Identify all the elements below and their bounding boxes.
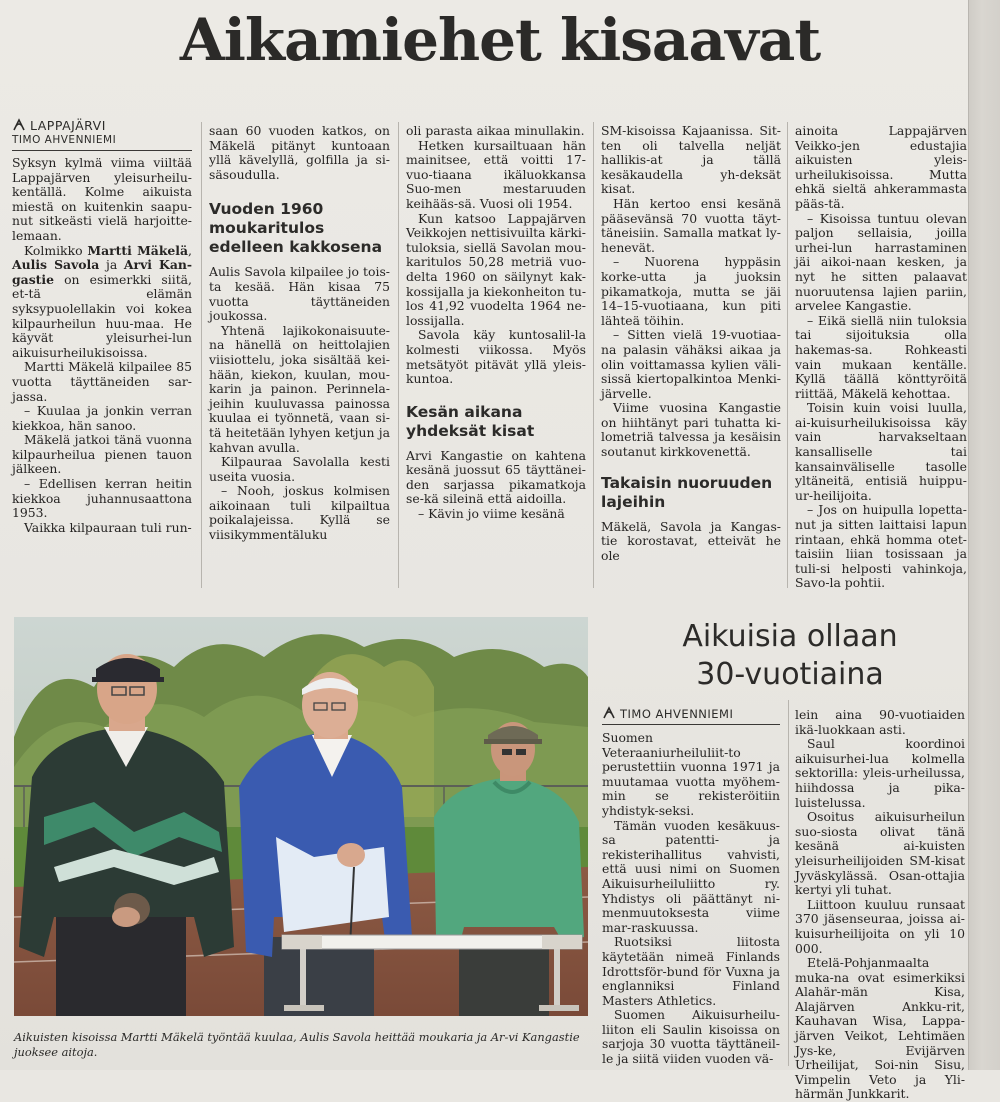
sidebar-byline bbox=[602, 706, 780, 722]
paragraph: Osoitus aikuisurheilun suo-siosta olivat tänä kesänä ai-kuisten yleisurheilijoiden SM-kisat Jyväskylässä. Osan-ottajia kertyi yli tuhat. bbox=[795, 809, 965, 898]
paragraph: Saul koordinoi aikuisurhei-lua kolmella sektorilla: yleis-urheilussa, hiihdossa ja pika-luistelussa. bbox=[795, 736, 965, 810]
paragraph: ainoita Lappajärven Veikko-jen edustajia aikuisten yleis-urheilukisoissa. Mutta ehkä sieltä ahkerammasta pääs-tä. bbox=[795, 123, 967, 211]
subhead: Kesän aikana yhdeksät kisat bbox=[406, 402, 535, 440]
paper-logo-icon bbox=[602, 706, 616, 720]
byline-author: TIMO AHVENNIEMI bbox=[12, 134, 117, 146]
paragraph: – Sitten vielä 19-vuotiaa-na palasin vähäksi aikaa ja olin voittamassa kylien väli-sissä kiertopalkintoa Menki-järvelle. bbox=[601, 327, 781, 401]
paragraph: – Nuorena hyppäsin korke-utta ja juoksin pikamatkoja, mutta se jäi 14–15-vuotiaana, kun piti lähteä töihin. bbox=[601, 254, 781, 328]
column-divider bbox=[787, 122, 788, 588]
paragraph: Tämän vuoden kesäkuus-sa patentti- ja rekisterihallitus vahvisti, että uusi nimi on Suomen Aikuisurheiluliitto ry. Yhdistys oli päättänyt ni-menmuutoksesta viime mar-raskuussa. bbox=[602, 817, 780, 935]
article-photo bbox=[14, 617, 588, 1016]
paragraph: Viime vuosina Kangastie on hiihtänyt pari tuhatta ki-lometriä talvessa ja kesäisin soutanut kirkkovenettä. bbox=[601, 400, 781, 460]
subhead: Takaisin nuoruuden lajeihin bbox=[601, 473, 773, 511]
column-divider bbox=[201, 122, 202, 588]
paper-logo-icon bbox=[12, 118, 26, 132]
paragraph: – Kävin jo viime kesänä bbox=[418, 506, 565, 522]
sidebar-title-line2: 30-vuotiaina bbox=[696, 657, 884, 692]
paragraph: oli parasta aikaa minullakin. bbox=[406, 123, 585, 138]
paragraph: Toisin kuin voisi luulla, ai-kuisurheilukisoissa käy vain harvakseltaan kansalliselle tai kansainväliselle tasolle yltäneitä, entisiä huippu-ur-heilijoita. bbox=[795, 400, 967, 503]
article-column-4 bbox=[601, 124, 781, 563]
paragraph: Savola käy kuntosalil-la kolmesti viikossa. Myös metsätyöt pitävät yllä yleis-kuntoa. bbox=[406, 327, 586, 387]
paragraph: Suomen Aikuisurheilu-liiton eli Saulin kisoissa on sarjoja 30 vuotta täyttäneil-le ja siitä viiden vuoden vä- bbox=[602, 1007, 780, 1067]
name-savola: Aulis Savola bbox=[12, 257, 100, 273]
paragraph: Suomen Veteraaniurheiluliit-to perustettiin vuonna 1971 ja muutamaa vuotta myöhem-min se rekisteröitiin yhdistyk-seksi. bbox=[602, 730, 780, 818]
paragraph: Kun katsoo Lappajärven Veikkojen nettisivuilta kärki-tuloksia, siellä Savolan mou-karitulos 50,28 metriä vuo-delta 1960 on säilynyt kak-kossijalla ja kiekonheiton tu-los 41,92 vuodelta 1964 ne-lossijalla. bbox=[406, 210, 586, 328]
article-column-2 bbox=[209, 124, 390, 543]
paragraph: saan 60 vuoden katkos, on Mäkelä pitänyt kuntoaan yllä kävelyllä, golfilla ja si-säsoudulla. bbox=[209, 123, 390, 182]
paragraph: Liittoon kuuluu runsaat 370 jäsenseuraa, joissa ai-kuisurheilijoita on yli 10 000. bbox=[795, 896, 965, 956]
paragraph: Mäkelä, Savola ja Kangas-tie korostavat, etteivät he ole bbox=[601, 518, 781, 563]
paragraph: Yhtenä lajikokonaisuute-na hänellä on heittolajien viisiottelu, joka sisältää kei-hään, kiekon, kuulan, mou-karin ja painon. Perinnela-jeihin kuuluvassa painossa kuulaa ei työnnetä, vaan si-tä heitetään lyhyen ketjun ja kahvan avulla. bbox=[209, 322, 390, 455]
paragraph: Kilpauraa Savolalla kesti useita vuosia. bbox=[209, 454, 390, 484]
paragraph: Arvi Kangastie on kahtena kesänä juossut 65 täyttänei-den sarjassa pikamatkoja se-kä sileinä että aidoilla. bbox=[406, 447, 586, 507]
subhead: Vuoden 1960 moukaritulos edelleen kakkosena bbox=[209, 200, 383, 257]
paragraph: SM-kisoissa Kajaanissa. Sit-ten oli talvella neljät hallikis-at ja tällä kesäkaudella yh-deksät kisat. bbox=[601, 123, 781, 197]
paragraph: Vaikka kilpauraan tuli run- bbox=[24, 519, 192, 535]
adjacent-page-edge bbox=[968, 0, 1000, 1070]
paragraph: Hän kertoo ensi kesänä pääsevänsä 70 vuotta täyt-täneisiin. Samalla matkat ly-henevät. bbox=[601, 195, 781, 255]
paragraph: Syksyn kylmä viima viiltää Lappajärven yleisurheilu-kentällä. Kolme aikuista miestä on kuitenkin saapu-nut sitkeästi vielä harjoitte-lemaan. bbox=[12, 155, 192, 243]
paragraph-intro-names: Kolmikko Martti Mäkelä, Aulis Savola ja Arvi Kan-gastie on esimerkki siitä, et-tä elämän syksypuolellakin voi kokea kilpaurheilun huu-maa. He käyvät yleisurhei-lun aikuisurheilukisoissa. bbox=[12, 242, 192, 360]
headline: Aikamiehet kisaavat bbox=[179, 6, 821, 74]
article-column-5 bbox=[795, 124, 967, 591]
paragraph: lein aina 90-vuotiaiden ikä-luokkaan asti. bbox=[795, 707, 965, 737]
paragraph: – Eikä siellä niin tuloksia tai sijoituksia olla hakemas-sa. Rohkeasti vain mukaan kentälle. Kyllä täällä könttyröitä riittää, Mäkelä kehottaa. bbox=[795, 312, 967, 401]
sidebar-author: TIMO AHVENNIEMI bbox=[620, 707, 734, 721]
paragraph: – Kisoissa tuntuu olevan paljon sellaisia, joilla urhei-lun harrastaminen jäi aikoi-naan kesken, ja nyt he sitten palaavat nuoruutensa lajien pariin, arvelee Kangastie. bbox=[795, 210, 967, 314]
byline-rule bbox=[12, 150, 192, 151]
column-divider bbox=[593, 122, 594, 588]
dateline bbox=[12, 118, 192, 133]
paragraph: – Kuulaa ja jonkin verran kiekkoa, hän sanoo. bbox=[12, 403, 192, 433]
paragraph: – Jos on huipulla lopetta-nut ja sitten laittaisi lapun rintaan, ehkä homma otet-taisiin liian tosissaan ja tuli-si helposti vahinkoja, Savo-la pohtii. bbox=[795, 502, 967, 591]
sidebar-title-line1: Aikuisia ollaan bbox=[682, 619, 898, 654]
photo-caption: Aikuisten kisoissa Martti Mäkelä työntää kuulaa, Aulis Savola heittää moukaria ja Ar-vi Kangastie juoksee aitoja. bbox=[14, 1030, 580, 1059]
paragraph: Ruotsiksi liitosta käytetään nimeä Finlands Idrottsför-bund för Vuxna ja englanniksi Finland Masters Athletics. bbox=[602, 934, 780, 1008]
sidebar-column-1 bbox=[602, 706, 780, 1067]
paragraph: Martti Mäkelä kilpailee 85 vuotta täyttäneiden sar-jassa. bbox=[12, 359, 192, 404]
paragraph: Aulis Savola kilpailee jo tois-ta kesää. Hän kisaa 75 vuotta täyttäneiden joukossa. bbox=[209, 264, 390, 324]
dateline-place: LAPPAJÄRVI bbox=[30, 118, 106, 133]
name-makela: Martti Mäkelä bbox=[87, 242, 189, 258]
sidebar-column-2 bbox=[795, 708, 965, 1102]
paragraph: – Edellisen kerran heitin kiekkoa juhannusaattona 1953. bbox=[12, 476, 192, 521]
sidebar-title bbox=[600, 618, 980, 694]
paragraph: Etelä-Pohjanmaalta muka-na ovat esimerkiksi Alahär-män Kisa, Alajärven Ankku-rit, Kauhavan Wisa, Lappa-järven Veikot, Lehtimäen Jys-ke, Evijärven Urheilijat, Soi-nin Sisu, Vimpelin Veto ja Yli-härmän Junkkarit. bbox=[795, 955, 965, 1102]
name-kangastie: Arvi Kan-gastie bbox=[12, 257, 192, 287]
paragraph: – Nooh, joskus kolmisen aikoinaan tuli kilpailtua poikalajeissa. Kyllä se viisikymmentäluku bbox=[209, 483, 390, 543]
paragraph: Mäkelä jatkoi tänä vuonna kilpaurheilua pienen tauon jälkeen. bbox=[12, 432, 192, 477]
article-column-3 bbox=[406, 124, 586, 522]
paragraph: Hetken kursailtuaan hän mainitsee, että voitti 17-vuo-tiaana ikäluokkansa Suo-men mestaruuden keihääs-sä. Vuosi oli 1954. bbox=[406, 137, 586, 211]
byline-rule bbox=[602, 724, 780, 725]
photo-athletes-illustration bbox=[14, 617, 588, 1016]
column-divider bbox=[398, 122, 399, 588]
column-divider bbox=[788, 700, 789, 1066]
article-column-1 bbox=[12, 118, 192, 535]
